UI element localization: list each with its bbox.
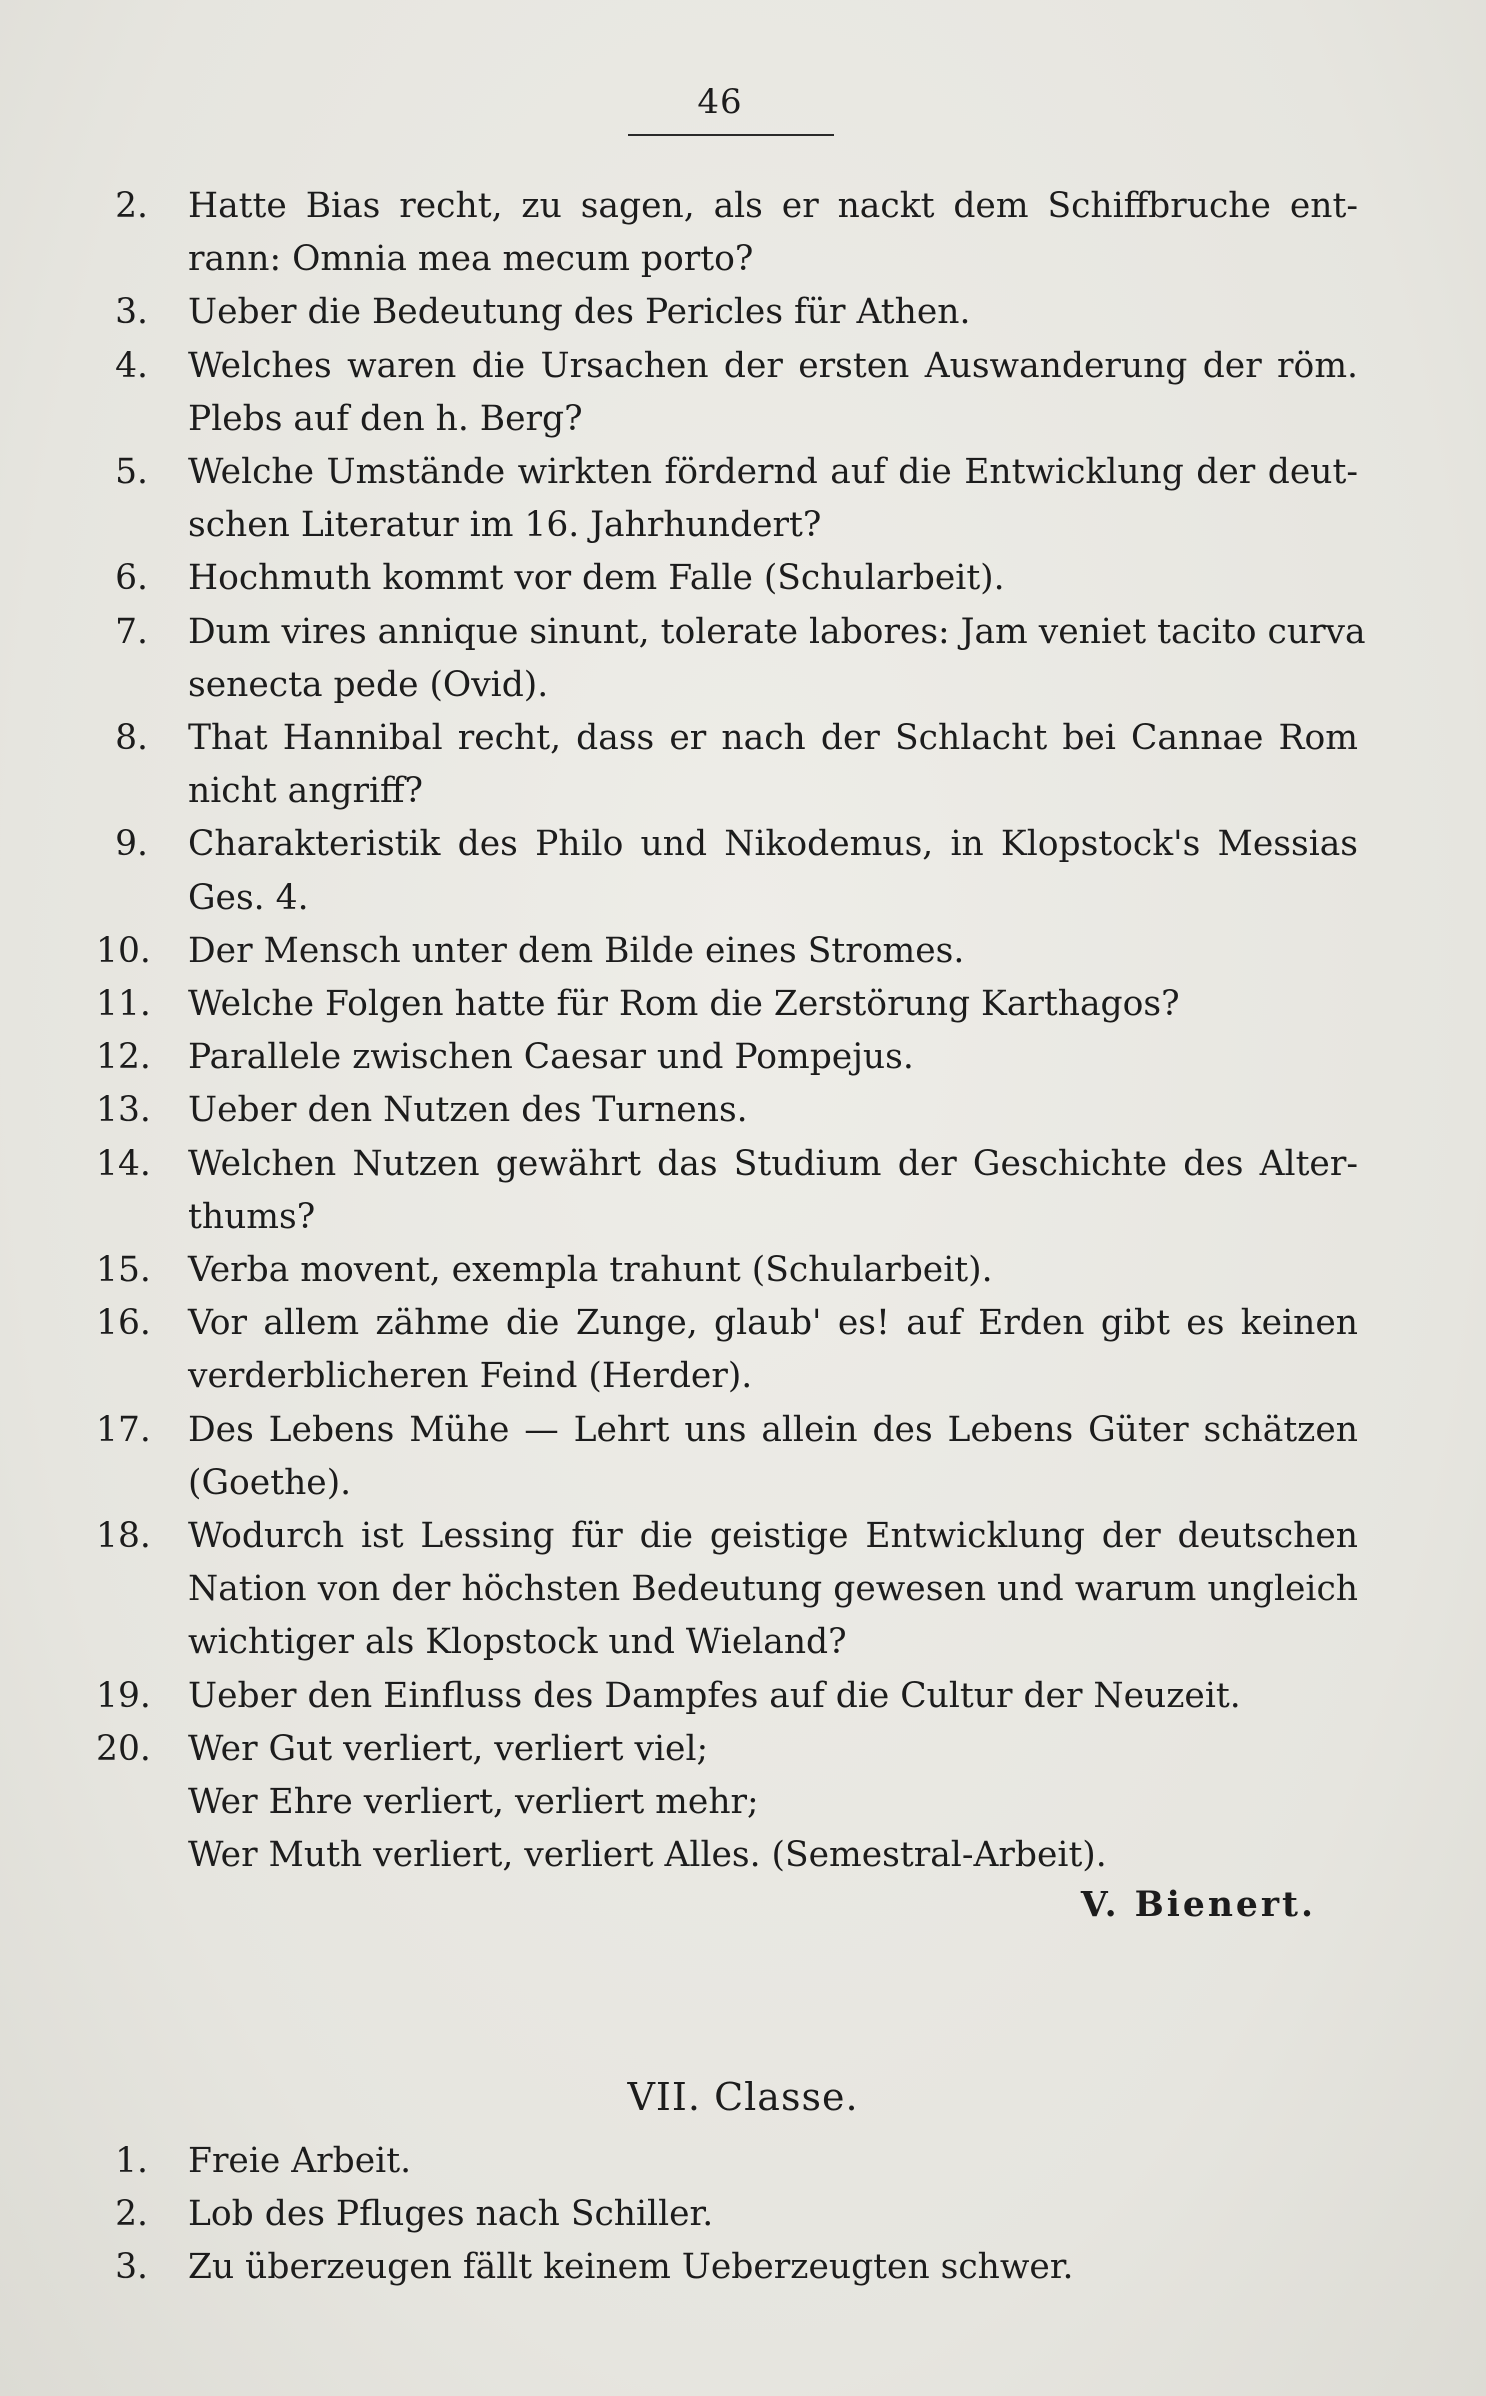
topic-text-line: Zu überzeugen fällt keinem Ueberzeugten schwer.: [188, 2247, 1074, 2288]
topic-text-line: Plebs auf den h. Berg?: [188, 398, 583, 439]
topic-text-line: Ges. 4.: [188, 877, 309, 918]
topic-text-line: nicht angriff?: [188, 771, 424, 812]
topic-text-line: wichtiger als Klopstock und Wieland?: [188, 1622, 847, 1663]
topic-number: 3.: [115, 292, 148, 333]
topic-number: 5.: [115, 452, 148, 492]
topic-number: 20.: [96, 1728, 151, 1769]
topic-number: 17.: [96, 1409, 151, 1450]
author-signature: V. Bienert.: [1080, 1885, 1316, 1925]
topic-text-line: schen Literatur im 16. Jahrhundert?: [188, 505, 822, 546]
topic-text-line: Ueber die Bedeutung des Pericles für Athen.: [188, 292, 971, 333]
topic-number: 12.: [96, 1037, 151, 1078]
topic-text-line: Wer Gut verliert, verliert viel;: [188, 1728, 709, 1769]
topic-number: 19.: [96, 1675, 151, 1716]
topic-number: 3.: [115, 2247, 148, 2288]
topic-text-line: Des Lebens Mühe — Lehrt uns allein des Lebens Güter schätzen: [188, 1409, 1358, 1450]
section-heading: VII. Classe.: [627, 2075, 859, 2119]
topic-number: 11.: [96, 984, 151, 1024]
page-number: 46: [697, 82, 743, 122]
topic-text-line: Welches waren die Ursachen der ersten Auswanderung der röm.: [188, 345, 1358, 386]
topic-number: 4.: [115, 345, 148, 386]
topic-number: 2.: [115, 2194, 148, 2235]
topic-text-line: Vor allem zähme die Zunge, glaub' es! auf Erden gibt es keinen: [188, 1303, 1358, 1344]
topic-number: 16.: [96, 1303, 151, 1344]
topic-text-line: That Hannibal recht, dass er nach der Schlacht bei Cannae Rom: [188, 718, 1358, 758]
topic-number: 2.: [115, 186, 148, 226]
topic-number: 6.: [115, 558, 148, 599]
topic-text-line: Welchen Nutzen gewährt das Studium der Geschichte des Alter-: [188, 1143, 1358, 1184]
topic-text-line: (Goethe).: [188, 1462, 352, 1503]
topic-text-line: verderblicheren Feind (Herder).: [188, 1356, 753, 1397]
topic-text-line: Hatte Bias recht, zu sagen, als er nackt dem Schiffbruche ent-: [188, 186, 1358, 226]
page-number-rule: [628, 134, 834, 136]
topic-text-line: Nation von der höchsten Bedeutung gewesen und warum ungleich: [188, 1569, 1358, 1610]
topic-text-line: Dum vires annique sinunt, tolerate labores: Jam veniet tacito curva: [188, 611, 1366, 652]
topic-number: 7.: [115, 611, 148, 652]
topic-number: 1.: [115, 2141, 148, 2181]
topic-text-line: Ueber den Einfluss des Dampfes auf die Cultur der Neuzeit.: [188, 1675, 1241, 1716]
topic-text-line: Welche Folgen hatte für Rom die Zerstörung Karthagos?: [188, 984, 1180, 1024]
topic-text-line: senecta pede (Ovid).: [188, 664, 549, 705]
topic-text-line: Hochmuth kommt vor dem Falle (Schularbeit).: [188, 558, 1005, 599]
topic-text-line: Der Mensch unter dem Bilde eines Stromes.: [188, 930, 965, 971]
topic-number: 9.: [115, 824, 148, 865]
topic-number: 13.: [96, 1090, 151, 1131]
topic-text-line: Wodurch ist Lessing für die geistige Entwicklung der deutschen: [188, 1516, 1358, 1556]
topic-text-line: Freie Arbeit.: [188, 2141, 412, 2181]
topic-text-line: Wer Muth verliert, verliert Alles. (Semestral-Arbeit).: [188, 1835, 1107, 1876]
topic-text-line: Wer Ehre verliert, verliert mehr;: [188, 1781, 759, 1822]
topic-number: 18.: [96, 1516, 151, 1556]
topic-number: 15.: [96, 1250, 151, 1290]
topic-text-line: Charakteristik des Philo und Nikodemus, in Klopstock's Messias: [188, 824, 1358, 865]
topic-text-line: Parallele zwischen Caesar und Pompejus.: [188, 1037, 914, 1078]
topic-number: 10.: [96, 930, 151, 971]
topic-number: 14.: [96, 1143, 151, 1184]
topic-number: 8.: [115, 718, 148, 758]
topic-text-line: Ueber den Nutzen des Turnens.: [188, 1090, 748, 1131]
topic-text-line: Verba movent, exempla trahunt (Schularbeit).: [188, 1250, 993, 1290]
topic-text-line: Welche Umstände wirkten fördernd auf die Entwicklung der deut-: [188, 452, 1358, 492]
topic-text-line: rann: Omnia mea mecum porto?: [188, 239, 754, 280]
topic-text-line: Lob des Pfluges nach Schiller.: [188, 2194, 714, 2235]
topic-text-line: thums?: [188, 1196, 316, 1237]
